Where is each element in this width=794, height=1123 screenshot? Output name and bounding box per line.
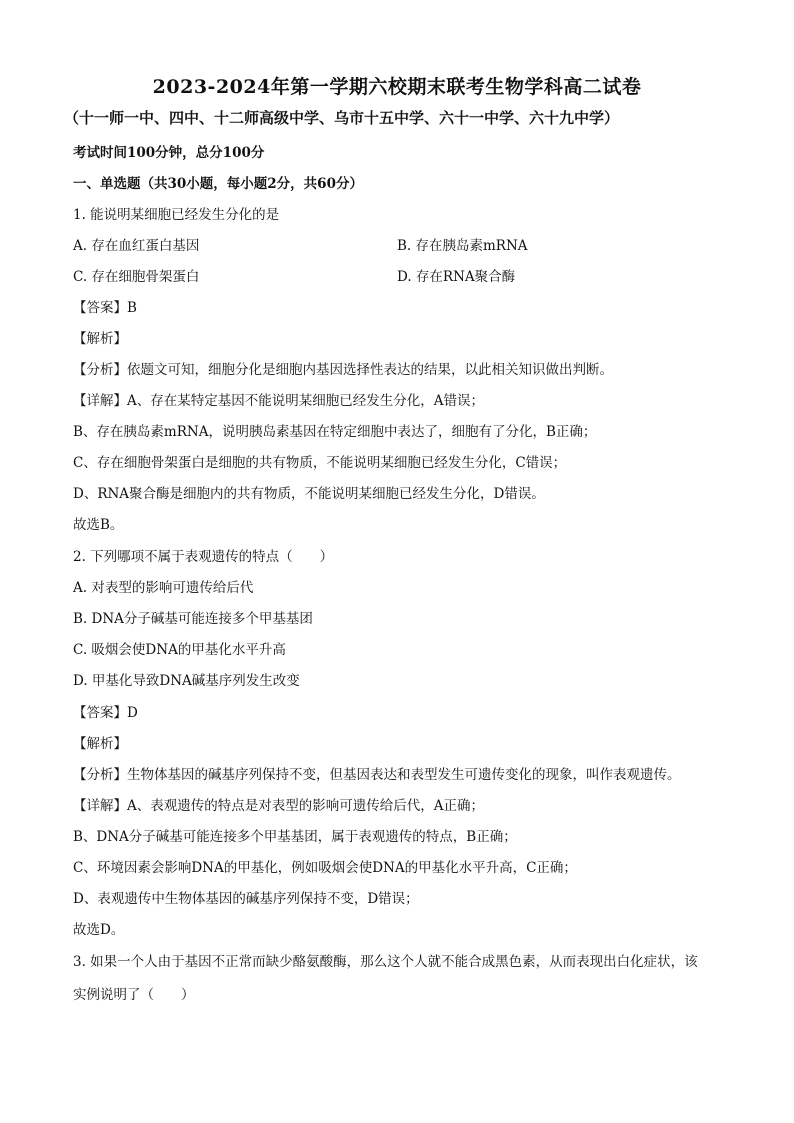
section-heading: 一、单选题（共30小题，每小题2分，共60分）	[73, 176, 363, 192]
question-1-detail-c: C、存在细胞骨架蛋白是细胞的共有物质，不能说明某细胞已经发生分化，C错误；	[73, 455, 567, 471]
question-2-answer: 【答案】D	[73, 705, 138, 721]
question-1-stem: 1. 能说明某细胞已经发生分化的是	[73, 207, 280, 223]
question-2-option-b: B. DNA分子碱基可能连接多个甲基基团	[73, 611, 313, 627]
question-1-option-d: D. 存在RNA聚合酶	[397, 269, 516, 285]
question-2-detail-c: C、环境因素会影响DNA的甲基化，例如吸烟会使DNA的甲基化水平升高，C正确；	[73, 860, 577, 876]
question-1-conclusion: 故选B。	[73, 517, 124, 533]
question-1-detail-b: B、存在胰岛素mRNA，说明胰岛素基因在特定细胞中表达了，细胞有了分化，B正确；	[73, 424, 597, 440]
question-1-option-b: B. 存在胰岛素mRNA	[397, 238, 528, 254]
question-3-stem-line-1: 3. 如果一个人由于基因不正常而缺少酪氨酸酶，那么这个人就不能合成黑色素，从而表现出白化症状，该	[73, 954, 698, 970]
question-1-answer: 【答案】B	[73, 300, 137, 316]
question-1-analysis-label: 【解析】	[73, 331, 127, 347]
question-2-detail-b: B、DNA分子碱基可能连接多个甲基基团，属于表观遗传的特点，B正确；	[73, 829, 517, 845]
exam-subtitle: （十一师一中、四中、十二师高级中学、乌市十五中学、六十一中学、六十九中学）	[64, 109, 620, 127]
question-1-detail-a: 【详解】A、存在某特定基因不能说明某细胞已经发生分化，A错误；	[73, 393, 484, 409]
question-2-fenxi: 【分析】生物体基因的碱基序列保持不变，但基因表达和表型发生可遗传变化的现象，叫作表观遗传。	[73, 767, 681, 783]
question-2-option-c: C. 吸烟会使DNA的甲基化水平升高	[73, 642, 286, 658]
question-2-detail-d: D、表观遗传中生物体基因的碱基序列保持不变，D错误；	[73, 891, 419, 907]
question-1-option-a: A. 存在血红蛋白基因	[73, 238, 200, 254]
question-1-fenxi: 【分析】依题文可知，细胞分化是细胞内基因选择性表达的结果，以此相关知识做出判断。	[73, 362, 613, 378]
question-2-analysis-label: 【解析】	[73, 736, 127, 752]
question-2-option-d: D. 甲基化导致DNA碱基序列发生改变	[73, 673, 300, 689]
question-2-conclusion: 故选D。	[73, 922, 125, 938]
exam-info: 考试时间100分钟，总分100分	[73, 145, 265, 161]
question-2-stem: 2. 下列哪项不属于表观遗传的特点（ ）	[73, 549, 334, 565]
exam-title: 2023-2024年第一学期六校期末联考生物学科高二试卷	[152, 76, 642, 98]
question-2-detail-a: 【详解】A、表观遗传的特点是对表型的影响可遗传给后代，A正确；	[73, 798, 484, 814]
question-1-option-c: C. 存在细胞骨架蛋白	[73, 269, 200, 285]
question-1-detail-d: D、RNA聚合酶是细胞内的共有物质，不能说明某细胞已经发生分化，D错误。	[73, 486, 545, 502]
question-3-stem-line-2: 实例说明了（ ）	[73, 987, 195, 1003]
question-2-option-a: A. 对表型的影响可遗传给后代	[73, 580, 254, 596]
